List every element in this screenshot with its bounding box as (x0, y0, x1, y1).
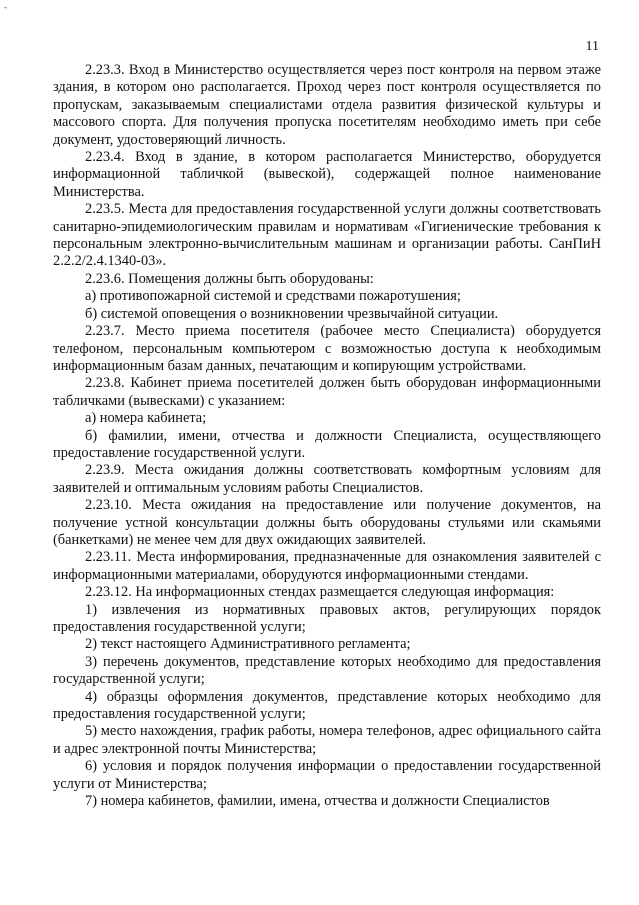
paragraph-2-23-5: 2.23.5. Места для предоставления государственной услуги должны соответствовать санитарно-эпидемиологическим правилам и нормативам «Гигиенические требования к персональным электронно-вычислительным машинам и организации работы. СанПиН 2.2.2/2.4.1340-03». (53, 201, 601, 270)
list-item-2-23-12-7: 7) номера кабинетов, фамилии, имена, отчества и должности Специалистов (85, 793, 550, 810)
list-item-2-23-12-1: 1) извлечения из нормативных правовых актов, регулирующих порядок предоставления государственной услуги; (53, 601, 601, 635)
list-item-2-23-6-b: б) системой оповещения о возникновении чрезвычайной ситуации. (85, 305, 499, 322)
page-number: 11 (585, 39, 599, 54)
list-item-2-23-12-5: 5) место нахождения, график работы, номера телефонов, адрес официального сайта и адрес электронной почты Министерства; (53, 723, 601, 757)
paragraph-2-23-8: 2.23.8. Кабинет приема посетителей должен быть оборудован информационными табличками (вывесками) с указанием: (53, 375, 601, 409)
list-item-2-23-8-a: а) номера кабинета; (85, 410, 207, 427)
list-item-2-23-8-b: б) фамилии, имени, отчества и должности Специалиста, осуществляющего предоставление государственной услуги. (53, 427, 601, 461)
list-item-2-23-12-6: 6) условия и порядок получения информации о предоставлении государственной услуги от Министерства; (53, 758, 601, 792)
list-item-2-23-6-a: а) противопожарной системой и средствами пожаротушения; (85, 288, 461, 305)
paragraph-2-23-12: 2.23.12. На информационных стендах размещается следующая информация: (85, 584, 555, 601)
paragraph-2-23-7: 2.23.7. Место приема посетителя (рабочее место Специалиста) оборудуется телефоном, персональным компьютером с возможностью доступа к необходимым информационным базам данных, печатающим и копирующим устройствами. (53, 323, 601, 374)
paragraph-2-23-11: 2.23.11. Места информирования, предназначенные для ознакомления заявителей с информационными материалами, оборудуются информационными стендами. (53, 549, 601, 583)
paragraph-2-23-4: 2.23.4. Вход в здание, в котором располагается Министерство, оборудуется информационной табличкой (вывеской), содержащей полное наименование Министерства. (53, 149, 601, 200)
list-item-2-23-12-2: 2) текст настоящего Административного регламента; (85, 636, 411, 653)
list-item-2-23-12-3: 3) перечень документов, представление которых необходимо для предоставления государственной услуги; (53, 653, 601, 688)
paragraph-2-23-9: 2.23.9. Места ожидания должны соответствовать комфортным условиям для заявителей и оптимальным условиям работы Специалистов. (53, 462, 601, 496)
paragraph-2-23-10: 2.23.10. Места ожидания на предоставление или получение документов, на получение устной консультации должны быть оборудованы стульями или скамьями (банкетками) не менее чем для двух ожидающих заявителей. (53, 497, 601, 548)
paragraph-2-23-6: 2.23.6. Помещения должны быть оборудованы: (85, 270, 374, 287)
corner-mark: - (4, 2, 7, 12)
document-body (53, 62, 601, 810)
list-item-2-23-12-4: 4) образцы оформления документов, представление которых необходимо для предоставления государственной услуги; (53, 688, 601, 723)
paragraph-2-23-3: 2.23.3. Вход в Министерство осуществляется через пост контроля на первом этаже здания, в котором оно располагается. Проход через пост контроля осуществляется по пропускам, заказываемым специалистами отдела развития физической культуры и массового спорта. Для получения пропуска посетителям необходимо иметь при себе документ, удостоверяющий личность. (53, 62, 601, 148)
